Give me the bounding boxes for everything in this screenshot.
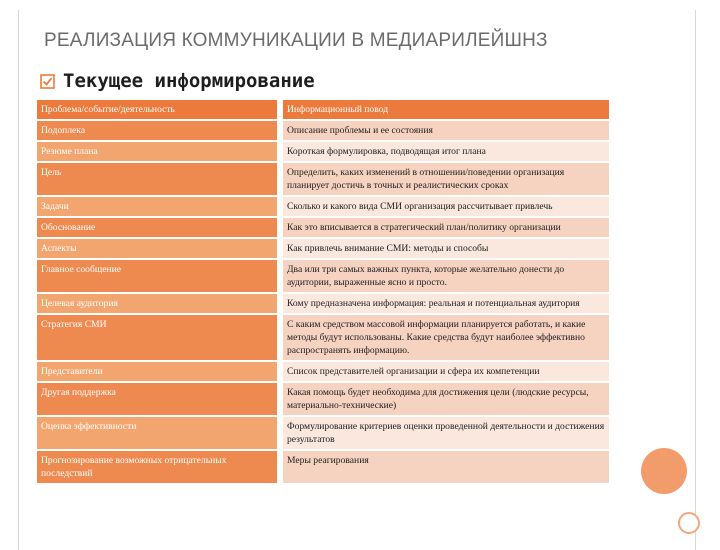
table-cell-description: Меры реагирования bbox=[283, 451, 609, 483]
table-cell-label: Прогнозирование возможных отрицательных последствий bbox=[37, 451, 277, 483]
table-row bbox=[37, 383, 609, 415]
table-cell-description: Информационный повод bbox=[283, 100, 609, 119]
table-cell-label: Аспекты bbox=[37, 239, 277, 258]
table-cell-description: Короткая формулировка, подводящая итог плана bbox=[283, 142, 609, 161]
communication-plan-table bbox=[37, 98, 609, 485]
table-row bbox=[37, 218, 609, 237]
table-row bbox=[37, 260, 609, 292]
table-cell-label: Подоплека bbox=[37, 121, 277, 140]
decorative-circle-small bbox=[678, 512, 700, 534]
table-row bbox=[37, 239, 609, 258]
table-cell-label: Задачи bbox=[37, 197, 277, 216]
table-cell-description: Как привлечь внимание СМИ: методы и способы bbox=[283, 239, 609, 258]
table-cell-description: Как это вписывается в стратегический план/политику организации bbox=[283, 218, 609, 237]
table-cell-label: Другая поддержка bbox=[37, 383, 277, 415]
table-row bbox=[37, 294, 609, 313]
table-cell-label: Целевая аудитория bbox=[37, 294, 277, 313]
table-cell-label: Стратегия СМИ bbox=[37, 315, 277, 360]
table-cell-description: Кому предназначена информация: реальная и потенциальная аудитория bbox=[283, 294, 609, 313]
table-cell-label: Проблема/событие/деятельность bbox=[37, 100, 277, 119]
table-cell-label: Цель bbox=[37, 163, 277, 195]
table-cell-description: Формулирование критериев оценки проведенной деятельности и достижения результатов bbox=[283, 417, 609, 449]
table-cell-label: Обоснование bbox=[37, 218, 277, 237]
table-cell-description: Описание проблемы и ее состояния bbox=[283, 121, 609, 140]
table-header-row bbox=[37, 100, 609, 119]
table-row bbox=[37, 163, 609, 195]
table-row bbox=[37, 362, 609, 381]
table-cell-description: Определить, каких изменений в отношении/поведении организация планирует достичь в точных и реалистических сроках bbox=[283, 163, 609, 195]
table-cell-label: Главное сообщение bbox=[37, 260, 277, 292]
table-cell-description: Список представителей организации и сфера их компетенции bbox=[283, 362, 609, 381]
table-cell-label: Оценка эффективности bbox=[37, 417, 277, 449]
slide-subtitle: Текущее информирование bbox=[63, 70, 315, 92]
table-cell-label: Представители bbox=[37, 362, 277, 381]
subtitle-bullet-row bbox=[40, 70, 315, 92]
checkbox-bullet-icon bbox=[40, 74, 55, 89]
table-cell-description: Два или три самых важных пункта, которые желательно донести до аудитории, выраженные ясно и просто. bbox=[283, 260, 609, 292]
table-cell-description: Сколько и какого вида СМИ организация рассчитывает привлечь bbox=[283, 197, 609, 216]
table-row bbox=[37, 451, 609, 483]
table-cell-label: Резюме плана bbox=[37, 142, 277, 161]
table-cell-description: Какая помощь будет необходима для достижения цели (людские ресурсы, материально-технические) bbox=[283, 383, 609, 415]
table-row bbox=[37, 315, 609, 360]
table-row bbox=[37, 142, 609, 161]
slide-title: РЕАЛИЗАЦИЯ КОММУНИКАЦИИ В МЕДИАРИЛЕЙШНЗ bbox=[44, 30, 548, 51]
decorative-circle-large bbox=[641, 448, 687, 494]
table-cell-description: С каким средством массовой информации планируется работать, и какие методы будут использованы. Какие средства будут наиболее эффективно распространять информацию. bbox=[283, 315, 609, 360]
table-row bbox=[37, 121, 609, 140]
table-row bbox=[37, 417, 609, 449]
table-row bbox=[37, 197, 609, 216]
